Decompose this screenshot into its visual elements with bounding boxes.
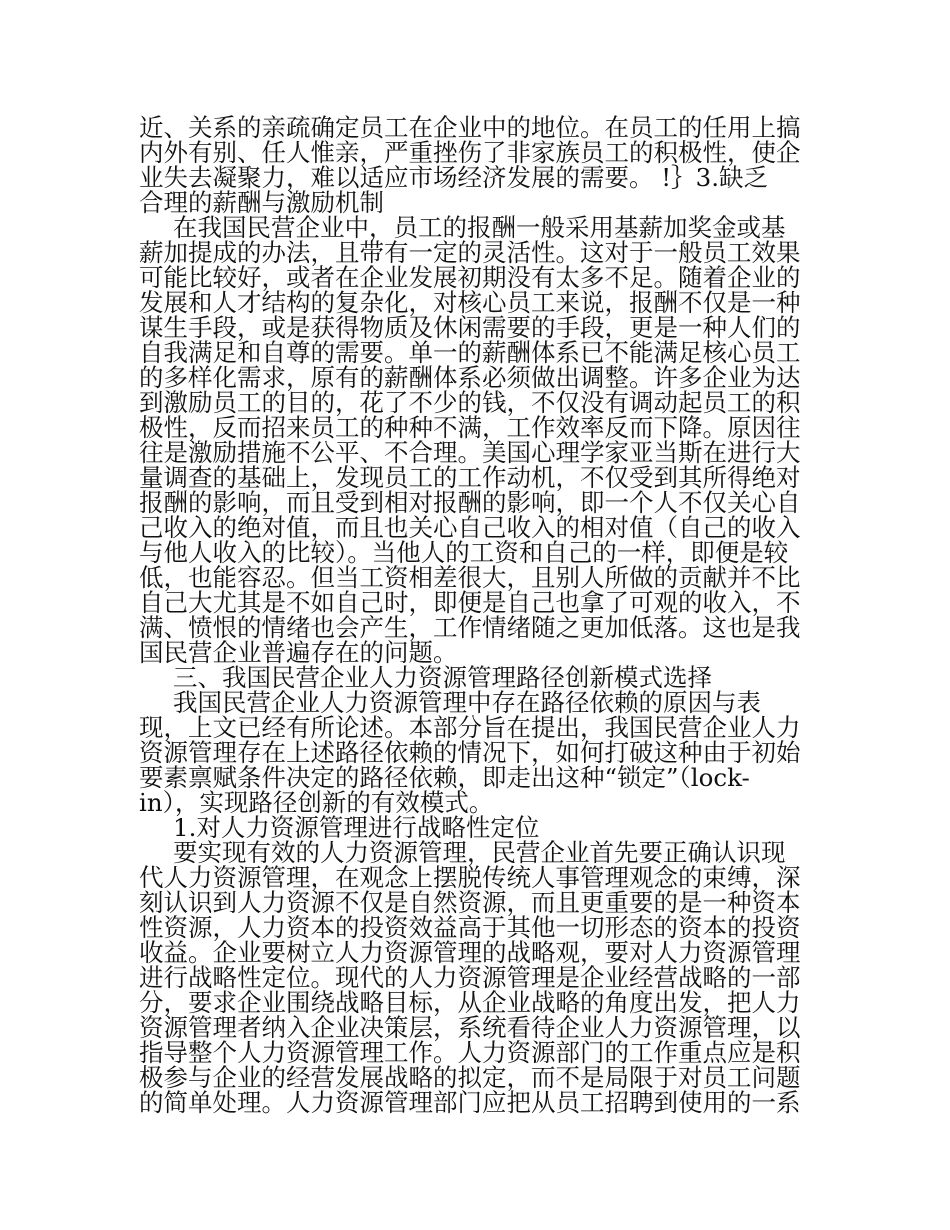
text-line: 近、关系的亲疏确定员工在企业中的地位。在员工的任用上搞 xyxy=(139,113,801,142)
text-line: 量调查的基础上，发现员工的工作动机，不仅受到其所得绝对 xyxy=(139,463,801,492)
text-line: 三、我国民营企业人力资源管理路径创新模式选择 xyxy=(173,663,712,692)
text-line: 刻认识到人力资源不仅是自然资源，而且更重要的是一种资本 xyxy=(139,888,801,917)
text-line: 的多样化需求，原有的薪酬体系必须做出调整。许多企业为达 xyxy=(139,363,801,392)
text-line: 性资源，人力资本的投资效益高于其他一切形态的资本的投资 xyxy=(139,913,801,942)
text-line: 代人力资源管理，在观念上摆脱传统人事管理观念的束缚，深 xyxy=(139,863,801,892)
text-line: 薪加提成的办法，且带有一定的灵活性。这对于一般员工效果 xyxy=(139,238,801,267)
text-line: 现，上文已经有所论述。本部分旨在提出，我国民营企业人力 xyxy=(139,713,801,742)
text-line: 发展和人才结构的复杂化，对核心员工来说，报酬不仅是一种 xyxy=(139,288,801,317)
text-line: 谋生手段，或是获得物质及休闲需要的手段，更是一种人们的 xyxy=(139,313,801,342)
text-line: 指导整个人力资源管理工作。人力资源部门的工作重点应是积 xyxy=(139,1038,801,1067)
text-line: 极参与企业的经营发展战略的拟定，而不是局限于对员工问题 xyxy=(139,1063,801,1092)
text-line: 报酬的影响，而且受到相对报酬的影响，即一个人不仅关心自 xyxy=(139,488,801,517)
text-line: 自己大尤其是不如自己时，即便是自己也拿了可观的收入，不 xyxy=(139,588,801,617)
text-line: 分，要求企业围绕战略目标，从企业战略的角度出发，把人力 xyxy=(139,988,801,1017)
text-line: 在我国民营企业中，员工的报酬一般采用基薪加奖金或基 xyxy=(173,213,786,242)
text-line: 收益。企业要树立人力资源管理的战略观，要对人力资源管理 xyxy=(139,938,801,967)
text-line: 资源管理者纳入企业决策层，系统看待企业人力资源管理，以 xyxy=(139,1013,801,1042)
document-body xyxy=(139,115,819,1115)
text-line: 自我满足和自尊的需要。单一的薪酬体系已不能满足核心员工 xyxy=(139,338,801,367)
text-line: 内外有别、任人惟亲，严重挫伤了非家族员工的积极性，使企 xyxy=(139,138,801,167)
text-line: 国民营企业普遍存在的问题。 xyxy=(139,638,458,667)
text-line: in），实现路径创新的有效模式。 xyxy=(139,788,494,817)
text-line: 可能比较好，或者在企业发展初期没有太多不足。随着企业的 xyxy=(139,263,801,292)
text-line: 进行战略性定位。现代的人力资源管理是企业经营战略的一部 xyxy=(139,963,801,992)
text-line: 满、愤恨的情绪也会产生，工作情绪随之更加低落。这也是我 xyxy=(139,613,801,642)
text-line: 资源管理存在上述路径依赖的情况下，如何打破这种由于初始 xyxy=(139,738,801,767)
text-line: 的简单处理。人力资源管理部门应把从员工招聘到使用的一系 xyxy=(139,1088,801,1117)
text-line: 要素禀赋条件决定的路径依赖，即走出这种“锁定”（lock- xyxy=(139,763,750,792)
text-line: 与他人收入的比较）。当他人的工资和自己的一样，即便是较 xyxy=(139,538,789,567)
text-line: 我国民营企业人力资源管理中存在路径依赖的原因与表 xyxy=(173,688,761,717)
text-line: 合理的薪酬与激励机制 xyxy=(139,188,384,217)
text-line: 到激励员工的目的，花了不少的钱，不仅没有调动起员工的积 xyxy=(139,388,801,417)
text-line: 业失去凝聚力，难以适应市场经济发展的需要。 !｝3.缺乏 xyxy=(139,163,769,192)
text-line: 己收入的绝对值，而且也关心自己收入的相对值（自己的收入 xyxy=(139,513,801,542)
text-line: 往是激励措施不公平、不合理。美国心理学家亚当斯在进行大 xyxy=(139,438,801,467)
text-line: 1.对人力资源管理进行战略性定位 xyxy=(173,813,540,842)
text-line: 要实现有效的人力资源管理，民营企业首先要正确认识现 xyxy=(173,838,786,867)
text-line: 极性，反而招来员工的种种不满，工作效率反而下降。原因往 xyxy=(139,413,801,442)
text-line: 低，也能容忍。但当工资相差很大，且别人所做的贡献并不比 xyxy=(139,563,801,592)
